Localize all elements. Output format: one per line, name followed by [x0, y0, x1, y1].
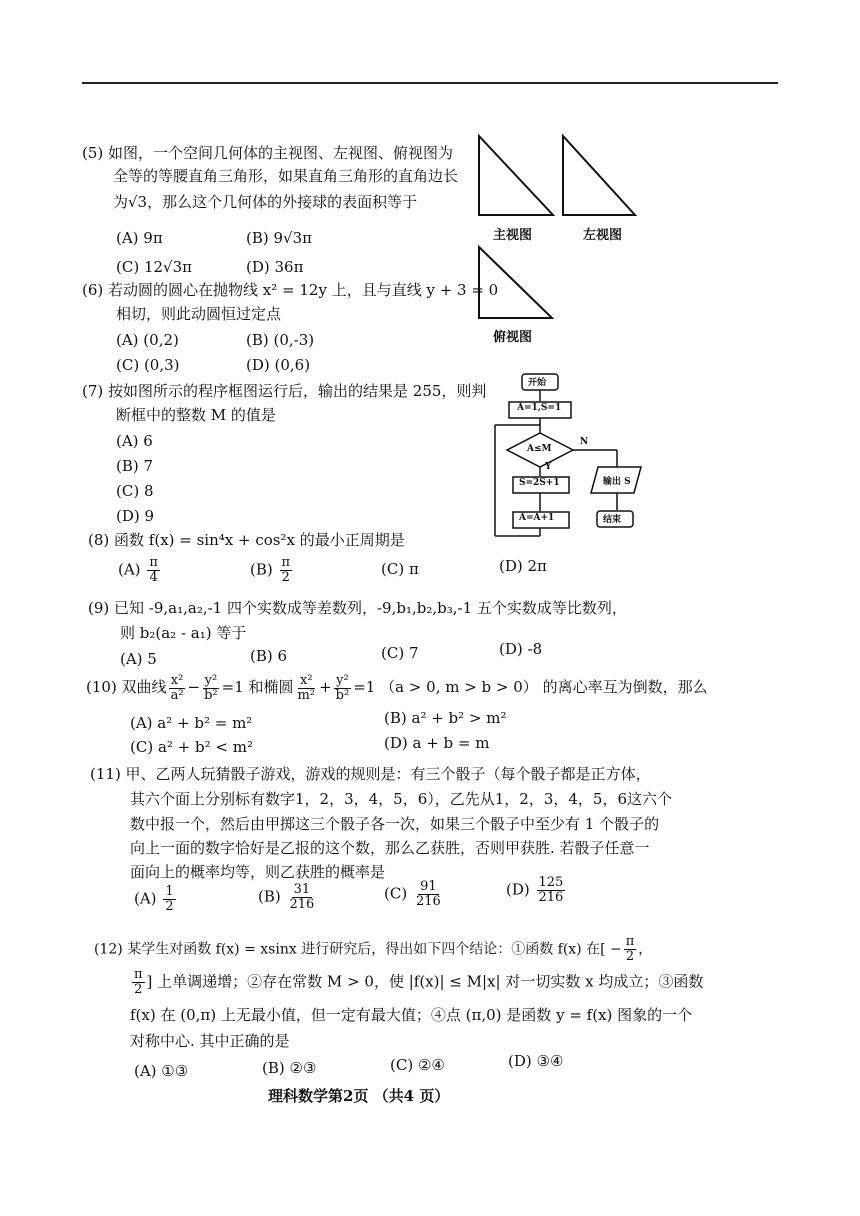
q12-pi-num-1: π [625, 934, 635, 949]
q11-d-frac [537, 876, 566, 905]
q12-line-2 [130, 968, 703, 997]
top-view-label: 俯视图 [493, 330, 533, 345]
q8-option-a-frac [147, 556, 160, 585]
q6-option-a: (A) (0,2) [116, 331, 179, 349]
q10-pre: (10) 双曲线 [86, 678, 167, 696]
q5-option-c: (C) 12√3π [116, 258, 192, 276]
q10-f1-num: x² [170, 672, 184, 688]
q8-a-num: π [149, 555, 158, 570]
front-view-triangle [479, 136, 553, 215]
q9-option-b: (B) 6 [250, 647, 288, 665]
q8-option-b-label: (B) [250, 560, 273, 579]
q12-line-1 [94, 935, 652, 964]
q10-f2-num: y² [204, 672, 218, 688]
q11-c-den: 216 [415, 894, 441, 909]
q12-pi-num-2: π [134, 967, 143, 982]
q10-f3-num: x² [300, 672, 313, 688]
q11-b-den: 216 [289, 897, 315, 912]
front-view-label: 主视图 [493, 228, 533, 243]
q10-f2-den: b² [204, 687, 218, 703]
q10-minus: − [187, 678, 201, 696]
q11-d-den: 216 [538, 890, 564, 905]
flow-start-text: 开始 [528, 378, 547, 388]
q12-option-d: (D) ③④ [508, 1052, 564, 1070]
q9-option-d: (D) -8 [499, 640, 543, 658]
q10-option-a: (A) a² + b² = m² [130, 714, 253, 732]
q10-line [86, 672, 708, 703]
q10-option-b: (B) a² + b² > m² [384, 709, 507, 727]
q6-option-d: (D) (0,6) [246, 356, 311, 374]
flow-no-text: N [580, 437, 589, 447]
q5-line-1: (5) 如图，一个空间几何体的主视图、左视图、俯视图为 [82, 144, 454, 162]
q10-option-c: (C) a² + b² < m² [130, 738, 253, 756]
q5-option-b: (B) 9√3π [246, 229, 312, 247]
q10-post: =1 （a > 0, m > b > 0） 的离心率互为倒数，那么 [353, 678, 708, 696]
left-view-triangle [563, 136, 635, 215]
q7-option-c: (C) 8 [116, 482, 154, 500]
q8-line: (8) 函数 f(x) = sin⁴x + cos²x 的最小正周期是 [88, 531, 405, 549]
q10-frac-1 [169, 674, 186, 703]
q11-line-4: 向上一面的数字恰好是乙报的这个数，那么乙获胜，否则甲获胜. 若骰子任意一 [130, 839, 650, 857]
q5-line-3: 为√3，那么这个几何体的外接球的表面积等于 [113, 193, 418, 211]
q11-b-label: (B) [258, 887, 281, 906]
flow-cond-text: A≤M [527, 444, 552, 454]
q5-option-d: (D) 36π [246, 258, 304, 276]
q11-b-frac [288, 883, 317, 912]
q7-option-d: (D) 9 [116, 507, 155, 525]
left-view-label: 左视图 [583, 228, 623, 243]
q8-option-a [118, 556, 162, 585]
q7-line-2: 断框中的整数 M 的值是 [116, 406, 276, 424]
q12-option-c: (C) ②④ [390, 1056, 445, 1074]
q11-line-2: 其六个面上分别标有数字1，2，3，4，5，6），乙先从1，2，3，4，5，6这六个 [130, 790, 673, 808]
q10-f4-den: b² [335, 687, 350, 703]
q6-line-1: (6) 若动圆的圆心在抛物线 x² = 12y 上，且与直线 y + 3 = 0 [82, 281, 499, 299]
q8-option-b-frac [280, 556, 293, 585]
q12-frac-pi-1 [624, 935, 637, 964]
q8-option-b [250, 556, 294, 585]
q12-option-a: (A) ①③ [134, 1062, 189, 1080]
page-footer: 理科数学第2页 （共4 页） [268, 1087, 450, 1105]
q11-option-d [506, 876, 567, 905]
q6-option-c: (C) (0,3) [116, 356, 180, 374]
q11-line-1: (11) 甲、乙两人玩猜骰子游戏，游戏的规则是：有三个骰子（每个骰子都是正方体， [90, 765, 651, 783]
q6-line-2: 相切，则此动圆恒过定点 [116, 305, 282, 323]
q11-d-num: 125 [538, 875, 564, 890]
flow-init-text: A=1,S=1 [517, 403, 562, 413]
flow-yes-text: Y [545, 462, 552, 472]
q10-plus: + [319, 678, 332, 696]
q11-a-frac [163, 885, 175, 914]
q10-frac-2 [202, 674, 220, 703]
q12-line-3: f(x) 在 (0,π) 上无最小值，但一定有最大值；④点 (π,0) 是函数 y = f(x) 图象的一个 [130, 1006, 693, 1024]
q10-frac-4 [334, 674, 352, 703]
q11-a-num: 1 [165, 884, 174, 899]
q8-option-c: (C) π [381, 560, 419, 578]
q10-option-d: (D) a + b = m [384, 734, 490, 752]
q6-option-b: (B) (0,-3) [246, 331, 315, 349]
q5-option-a: (A) 9π [116, 229, 163, 247]
q10-f4-num: y² [336, 672, 349, 688]
q8-a-den: 4 [149, 570, 158, 585]
q8-option-a-label: (A) [118, 560, 141, 579]
q12-pi-den-2: 2 [134, 982, 143, 997]
q11-option-a [134, 885, 178, 914]
q9-option-a: (A) 5 [120, 650, 157, 668]
flow-s-text: S=2S+1 [519, 478, 560, 488]
q7-option-b: (B) 7 [116, 457, 154, 475]
q11-line-5: 面向上的概率均等，则乙获胜的概率是 [130, 863, 386, 881]
q12-line-4: 对称中心. 其中正确的是 [130, 1032, 290, 1050]
q11-d-label: (D) [506, 880, 530, 899]
q7-line-1: (7) 按如图所示的程序框图运行后，输出的结果是 255，则判 [82, 382, 487, 400]
q12-pi-den-1: 2 [625, 949, 635, 964]
q9-line-2: 则 b₂(a₂ - a₁) 等于 [120, 624, 247, 642]
q11-c-num: 91 [420, 879, 437, 894]
q8-b-den: 2 [281, 570, 290, 585]
flow-a-text: A=A+1 [519, 513, 555, 523]
q11-c-frac [414, 880, 443, 909]
flow-out-text: 输出 S [603, 477, 631, 487]
q11-option-c [384, 880, 445, 909]
q10-f3-den: m² [297, 687, 316, 703]
q10-f1-den: a² [170, 687, 184, 703]
q11-c-label: (C) [384, 884, 408, 903]
q9-line-1: (9) 已知 -9,a₁,a₂,-1 四个实数成等差数列，-9,b₁,b₂,b₃,-1 五个实数成等比数列， [88, 599, 627, 617]
q11-a-den: 2 [165, 899, 174, 914]
q7-option-a: (A) 6 [116, 432, 153, 450]
q12-line-2-post: ] 上单调递增；②存在常数 M > 0，使 |f(x)| ≤ M|x| 对一切实数 x 均成立；③函数 [146, 972, 704, 991]
q12-line-1-post: ， [638, 941, 653, 958]
q12-line-1-pre: (12) 某学生对函数 f(x) = xsinx 进行研究后，得出如下四个结论：①函数 f(x) 在[ − [94, 941, 622, 958]
q11-a-label: (A) [134, 889, 157, 908]
q11-option-b [258, 883, 318, 912]
q5-line-2: 全等的等腰直角三角形，如果直角三角形的直角边长 [113, 167, 459, 185]
q10-eq1: =1 和椭圆 [221, 678, 294, 696]
q12-option-b: (B) ②③ [262, 1059, 317, 1077]
q11-b-num: 31 [293, 882, 311, 897]
q12-frac-pi-2 [132, 968, 145, 997]
flow-end-text: 结束 [603, 515, 622, 525]
q8-b-num: π [281, 555, 291, 570]
q9-option-c: (C) 7 [381, 644, 419, 662]
q10-frac-3 [296, 674, 318, 703]
q8-option-d: (D) 2π [499, 557, 547, 575]
q11-line-3: 数中报一个，然后由甲掷这三个骰子各一次，如果三个骰子中至少有 1 个骰子的 [130, 815, 660, 833]
